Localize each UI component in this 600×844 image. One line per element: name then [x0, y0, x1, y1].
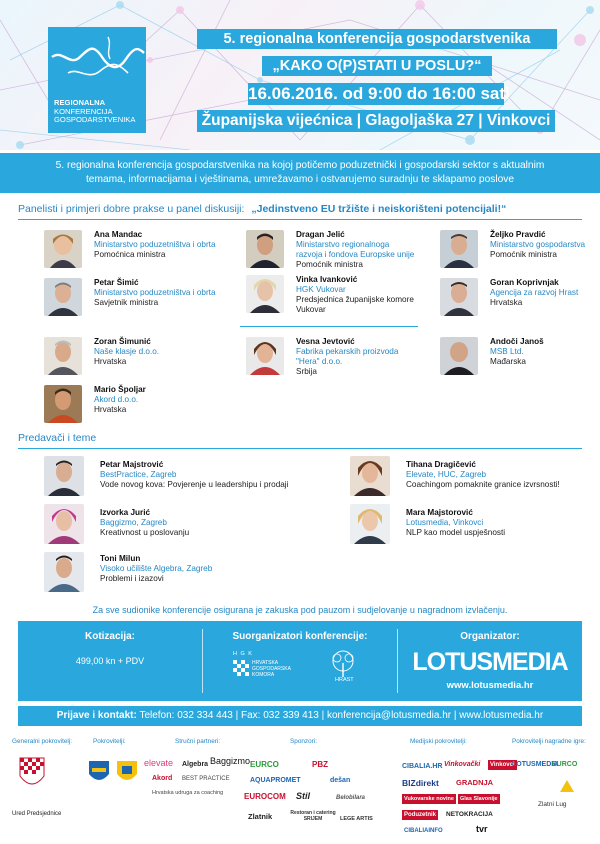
logo-line-3: GOSPODARSTVENIKA [54, 115, 136, 125]
lecturer-name: Izvorka Jurić [100, 508, 151, 517]
partner-baggizmo: Baggizmo [210, 756, 251, 766]
sponsor-lege-artis: LEGE ARTIS [340, 816, 373, 822]
contact-details[interactable]: Telefon: 032 334 443 | Fax: 032 339 413 | konferencija@lotusmedia.hr | www.lotusmedia.hr [139, 710, 544, 721]
hgk-logo [233, 651, 303, 691]
media-glas-slavonije: Glas Slavonije [460, 796, 498, 802]
media-cibaliainfo: CIBALIAINFO [404, 828, 443, 834]
croatia-coat-of-arms-icon [18, 756, 46, 792]
lecturer-photo [44, 552, 84, 592]
panelist-card [440, 230, 590, 270]
partner-akord: Akord [152, 775, 173, 782]
coorganizers-section [203, 621, 397, 701]
lecturer-card [350, 504, 590, 544]
panelist-name: Željko Pravdić [490, 230, 546, 239]
sponsor-srijem: Restoran i catering SRIJEM [290, 810, 336, 822]
prize-zlatni-lug: Zlatni Lug [538, 801, 567, 808]
lotusmedia-logo: LOTUSMEDIA [412, 648, 568, 676]
patrons-label: Pokrovitelji: [93, 738, 126, 745]
panelist-org: Akord d.o.o. [94, 395, 139, 404]
logo-line-1: REGIONALNA [54, 98, 106, 108]
conference-venue: Županijska vijećnica | Glagoljaška 27 | Vinkovci [197, 110, 555, 132]
prize-sponsor-logo-icon [560, 780, 574, 792]
partners-label: Stručni partneri: [175, 738, 221, 745]
lecturer-card [44, 552, 344, 592]
partner-elevate: elevate [144, 758, 174, 768]
hrast-label: HRAST [335, 677, 354, 683]
prize-eurco: EURCO [552, 761, 578, 768]
lecturer-topic: Kreativnost u poslovanju [100, 528, 190, 537]
lecturer-topic: Coachingom pomaknite granice izvrsnosti! [406, 480, 560, 489]
panelist-org: Ministarstvo poduzetništva i obrta [94, 288, 216, 297]
media-vukovarske-novine: Vukovarske novine [404, 796, 454, 802]
media-vinkovci: Vinkovci [490, 762, 515, 768]
panelist-card [246, 337, 436, 377]
catering-note: Za sve sudionike konferencije osigurana je zakuska pod pauzom i sudjelovanje u nagradnom izvlačenju. [92, 605, 508, 615]
conference-date: 16.06.2016. od 9:00 do 16:00 sati [248, 84, 510, 103]
panelist-name: Ana Mandac [94, 230, 143, 239]
general-sponsor-label: Generalni pokrovitelj: [12, 738, 73, 745]
conference-subtitle: „KAKO O(P)STATI U POSLU?“ [262, 56, 492, 76]
panel-topic: „Jedinstveno EU tržište i neiskorišteni potencijali!“ [251, 203, 507, 215]
panelist-photo [44, 278, 82, 316]
intro-text [0, 153, 600, 193]
panelist-photo [44, 385, 82, 423]
organizer-url[interactable]: www.lotusmedia.hr [446, 680, 534, 691]
panelist-role: Pomoćnik ministra [490, 250, 557, 259]
panelist-card [246, 230, 436, 270]
city-coat-of-arms-icon [116, 760, 138, 786]
conference-title: 5. regionalna konferencija gospodarstvenika [197, 29, 557, 49]
lecturer-card [44, 456, 344, 496]
panelist-org: HGK Vukovar [296, 285, 346, 294]
header-banner [0, 0, 600, 150]
lecturer-name: Toni Milun [100, 554, 141, 563]
lecturers-divider [18, 448, 582, 449]
sponsor-stil: Stil [296, 791, 311, 801]
panel-title: Panelisti i primjeri dobre prakse u panel diskusiji: [18, 203, 245, 215]
panelist-card [440, 337, 590, 377]
lecturer-photo [350, 456, 390, 496]
lecturer-org: Visoko učilište Algebra, Zagreb [100, 564, 213, 573]
panelist-photo [440, 278, 478, 316]
panelist-photo [246, 230, 284, 268]
sponsors-label: Sponzori: [290, 738, 317, 745]
panelist-photo [44, 337, 82, 375]
panelist-photo [440, 337, 478, 375]
panel-divider [18, 219, 582, 220]
lecturer-org: Lotusmedia, Vinkovci [406, 518, 484, 527]
hgk-line-2: GOSPODARSKA [252, 666, 291, 672]
lecturer-card [350, 456, 590, 496]
sponsor-eurco: EURCO [250, 760, 279, 769]
lecturer-topic: Vode novog kova: Povjerenje u leadershipu i prodaji [100, 480, 289, 489]
lecturer-photo [44, 504, 84, 544]
panelist-org: razvoja i fondova Europske unije [296, 250, 415, 259]
panelist-card [440, 278, 590, 318]
media-cibalia: CIBALIA.HR [402, 763, 443, 770]
hgk-abbr: H G K [233, 651, 253, 657]
sponsors-footer [0, 738, 600, 844]
panelist-org: Ministarstvo gospodarstva [490, 240, 586, 249]
panelist-name: Goran Koprivnjak [490, 278, 559, 287]
panelist-photo [440, 230, 478, 268]
fee-section [18, 621, 202, 701]
panelist-card [44, 230, 244, 270]
hrast-logo [323, 649, 363, 689]
panelist-role: Pomoćnica ministra [94, 250, 166, 259]
lecturer-org: Baggizmo, Zagreb [100, 518, 167, 527]
panelist-name: Dragan Jelić [296, 230, 345, 239]
lecturer-name: Petar Majstrović [100, 460, 164, 469]
general-sponsor-name: Ured Predsjednice [12, 811, 62, 817]
partner-algebra: Algebra [182, 761, 209, 768]
panelist-org: Fabrika pekarskih proizvoda [296, 347, 399, 356]
panelist-photo [246, 337, 284, 375]
lecturer-name: Mara Majstorović [406, 508, 473, 517]
logo-text [54, 99, 135, 125]
panelist-org: MSB Ltd. [490, 347, 524, 356]
panelist-card [246, 275, 436, 315]
panelist-card [44, 278, 244, 318]
fee-value: 499,00 kn + PDV [75, 656, 145, 666]
sponsor-desan: dešan [330, 777, 351, 784]
panelist-photo [44, 230, 82, 268]
county-coat-of-arms-icon [88, 760, 110, 786]
fee-label: Kotizacija: [84, 631, 135, 642]
partner-best-practice: BEST PRACTICE [182, 776, 230, 782]
panelist-role: Hrvatska [94, 357, 127, 366]
sponsor-pbz: PBZ [312, 760, 328, 769]
panel-section-title [18, 203, 506, 215]
tree-icon [326, 649, 360, 679]
sponsor-eurocom: EUROCOM [244, 792, 286, 801]
lecturer-topic: Problemi i izazovi [100, 574, 164, 583]
panelist-name: Zoran Šimunić [94, 337, 151, 346]
panelist-photo [246, 275, 284, 313]
panelist-card [44, 385, 244, 425]
contact-label: Prijave i kontakt: [56, 710, 137, 721]
panelist-role: Hrvatska [94, 405, 127, 414]
panelist-name: Petar Šimić [94, 278, 139, 287]
coorganizers-label: Suorganizatori konferencije: [232, 631, 368, 642]
intro-line-2: temama, informacijama i vještinama, umrežavamo i ostvarujemo suradnju te sklapamo poslove [85, 173, 515, 185]
lecturer-org: BestPractice, Zagreb [100, 470, 177, 479]
prize-label: Pokrovitelji nagradne igre: [512, 738, 586, 745]
sponsor-aquapromet: AQUAPROMET [250, 777, 301, 784]
panelist-role: Predsjednica županijske komore [296, 295, 414, 304]
logo-line-2: KONFERENCIJA [54, 106, 113, 116]
panelist-org: Ministarstvo poduzetništva i obrta [94, 240, 216, 249]
partner-coaching-association: Hrvatska udruga za coaching [152, 790, 224, 796]
lecturer-card [44, 504, 344, 544]
panelist-role: Vukovar [296, 305, 326, 314]
hgk-line-3: KOMORA [252, 672, 275, 678]
panelist-role: Mađarska [490, 357, 526, 366]
panelist-role: Savjetnik ministra [94, 298, 159, 307]
panelist-role: Hrvatska [490, 298, 523, 307]
media-tv: tvr [476, 824, 488, 834]
intro-line-1: 5. regionalna konferencija gospodarstvenika na kojoj potičemo poduzetnički i gospodarski sektor s aktualnim [55, 160, 545, 171]
lecturer-name: Tihana Dragičević [406, 460, 476, 469]
media-vinkovacki: Vinkovački [444, 761, 481, 768]
organizer-label: Organizator: [460, 631, 520, 642]
panelist-org: "Hera" d.o.o. [296, 357, 343, 366]
hgk-line-1: HRVATSKA [252, 660, 279, 666]
checkerboard-icon [233, 660, 249, 676]
sponsor-zlatnik: Zlatnik [248, 812, 273, 821]
panelist-name: Vesna Jevtović [296, 337, 355, 346]
panelist-org: Naše klasje d.o.o. [94, 347, 160, 356]
panelist-org: Ministarstvo regionalnoga [296, 240, 390, 249]
lecturer-topic: NLP kao model uspješnosti [406, 528, 506, 537]
panelist-card [44, 337, 244, 377]
panelist-role: Pomoćnik ministra [296, 260, 363, 269]
organizer-section [398, 621, 582, 701]
lecturer-photo [350, 504, 390, 544]
panelist-name: Mario Špoljar [94, 385, 146, 394]
panelist-name: Andoči Janoš [490, 337, 544, 346]
media-netokracija: NETOKRACIJA [446, 811, 493, 818]
prize-lotusmedia: LOTUSMEDIA [512, 761, 559, 768]
lecturer-photo [44, 456, 84, 496]
panelist-org: Agencija za razvoj Hrast [490, 288, 579, 297]
conference-logo [48, 27, 146, 133]
media-bizdirekt: BIZdirekt [402, 778, 439, 788]
panelist-role: Srbija [296, 367, 317, 376]
lecturer-org: Elevate, HUC, Zagreb [406, 470, 487, 479]
river-logo-icon [48, 27, 146, 97]
media-label: Medijski pokrovitelji: [410, 738, 467, 745]
media-poduzetnik: Poduzetnik [404, 812, 437, 818]
media-gradnja: GRADNJA [456, 778, 494, 787]
lecturers-section-title: Predavači i teme [18, 432, 97, 444]
sponsor-belobilara: Belobilara [336, 795, 366, 801]
contact-band [18, 706, 582, 726]
panelist-name: Vinka Ivanković [296, 275, 358, 284]
info-box [18, 621, 582, 701]
panel-inner-divider [240, 326, 418, 327]
